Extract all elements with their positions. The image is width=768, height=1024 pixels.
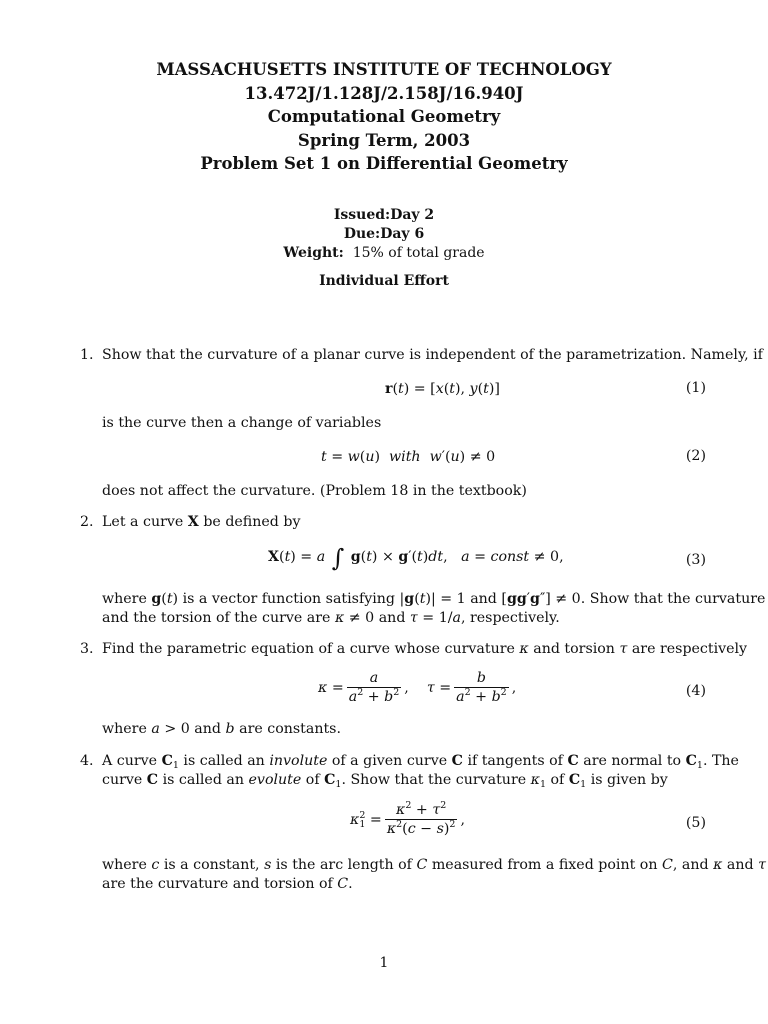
problem-3-number: 3.: [80, 641, 94, 657]
problem-2-intro: Let a curve X be defined by: [102, 514, 301, 530]
problem-2-number: 2.: [80, 514, 94, 530]
due-line: Due:Day 6: [343, 226, 425, 242]
equation-4: κ = $\frac{a}{a^2 + b^2}$ , τ = $\frac{b}{a^2 + b^2}$ ,: [318, 670, 517, 705]
institution-name: MASSACHUSETTS INSTITUTE OF TECHNOLOGY: [156, 60, 612, 79]
problem-4-line1: A curve $C_1$ is called an involute of a given curve C if tangents of C are normal to $C_1$. The: [102, 753, 739, 771]
page-number: 1: [379, 955, 389, 971]
due-value: Day 6: [380, 226, 425, 242]
problem-2-where-line1: where g(t) is a vector function satisfying |g(t)| = 1 and [gg′g″] ≠ 0. Show that the curvature: [102, 591, 766, 607]
problem-2-where-line2: and the torsion of the curve are κ ≠ 0 and τ = 1/a, respectively.: [102, 610, 560, 626]
equation-5-label: (5): [685, 815, 706, 831]
issued-value: Day 2: [390, 207, 435, 223]
term: Spring Term, 2003: [297, 130, 471, 150]
problem-1-intro: Show that the curvature of a planar curve is independent of the parametrization. Namely, if: [102, 347, 763, 363]
effort-label: Individual Effort: [319, 273, 449, 289]
problem-4-where-line2: are the curvature and torsion of C.: [102, 876, 353, 892]
weight-line: Weight: 15% of total grade: [283, 245, 485, 261]
assignment-meta: [0, 206, 768, 263]
equation-5: $\kappa_1^2$ = $\frac{\kappa^2 + \tau^2}{\kappa^2(c - s)^2}$ ,: [350, 800, 465, 837]
course-numbers: 13.472J/1.128J/2.158J/16.940J: [244, 83, 524, 103]
equation-1-label: (1): [685, 380, 706, 396]
equation-1: r(t) = [x(t), y(t)]: [385, 381, 500, 397]
problem-4-where-line1: where c is a constant, s is the arc length of C measured from a fixed point on C, and κ and τ: [102, 857, 766, 873]
problem-1-number: 1.: [80, 347, 94, 363]
problem-3-where: where a > 0 and b are constants.: [102, 721, 341, 737]
equation-4-label: (4): [685, 683, 706, 699]
issued-line: Issued:Day 2: [333, 207, 435, 223]
problem-4-number: 4.: [80, 753, 94, 769]
document-header: [0, 58, 768, 176]
equation-3-label: (3): [685, 552, 706, 568]
problem-1-after: does not affect the curvature. (Problem 18 in the textbook): [102, 483, 527, 499]
problem-4-line2: curve C is called an evolute of $C_1$. Show that the curvature $\kappa_1$ of $C_1$ is given by: [102, 772, 668, 790]
equation-2-label: (2): [685, 448, 706, 464]
problem-1-between: is the curve then a change of variables: [102, 415, 382, 431]
problem-3-intro: Find the parametric equation of a curve whose curvature κ and torsion τ are respectively: [102, 641, 748, 657]
equation-2: t = w(u) with w′(u) ≠ 0: [321, 449, 496, 465]
equation-3: X(t) = a ∫ g(t) × g′(t)dt, a = const ≠ 0,: [268, 544, 564, 572]
course-title: Computational Geometry: [267, 107, 501, 126]
weight-value: 15% of total grade: [352, 245, 485, 261]
problem-set-title: Problem Set 1 on Differential Geometry: [200, 154, 568, 173]
